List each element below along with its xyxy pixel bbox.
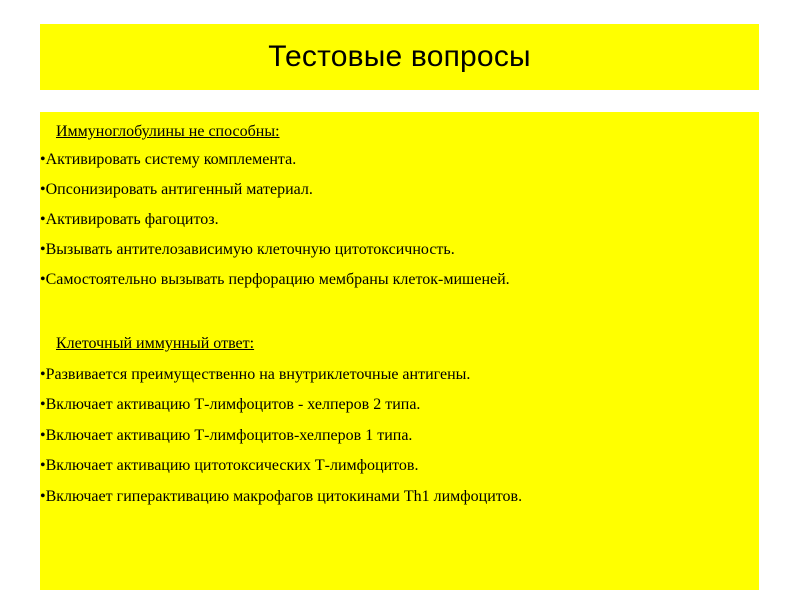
list-item-text: Активировать систему комплемента. <box>45 151 297 168</box>
bullet-icon: • <box>40 366 46 383</box>
bullet-icon: • <box>40 271 46 288</box>
list-item-text: Включает гиперактивацию макрофагов цитокинами Th1 лимфоцитов. <box>45 488 523 505</box>
title-box <box>40 24 759 90</box>
list-item-text: Опсонизировать антигенный материал. <box>45 181 313 198</box>
list-item <box>40 210 219 230</box>
bullet-icon: • <box>40 211 46 228</box>
list-item-text: Включает активацию Т-лимфоцитов - хелперов 2 типа. <box>45 396 421 413</box>
bullet-icon: • <box>40 396 46 413</box>
slide-title: Тестовые вопросы <box>268 40 531 73</box>
list-item <box>40 240 455 260</box>
list-item-text: Включает активацию Т-лимфоцитов-хелперов 1 типа. <box>45 427 413 444</box>
list-item <box>40 365 470 385</box>
list-item <box>40 270 510 290</box>
list-item <box>40 487 522 507</box>
bullet-icon: • <box>40 427 46 444</box>
bullet-icon: • <box>40 151 46 168</box>
content-box <box>40 112 759 590</box>
list-item <box>40 395 420 415</box>
list-item <box>40 456 418 476</box>
list-item-text: Активировать фагоцитоз. <box>45 211 219 228</box>
list-item-text: Вызывать антителозависимую клеточную цитотоксичность. <box>45 241 455 258</box>
list-item <box>40 180 313 200</box>
bullet-icon: • <box>40 241 46 258</box>
list-item-text: Включает активацию цитотоксических Т-лимфоцитов. <box>45 457 419 474</box>
bullet-icon: • <box>40 181 46 198</box>
bullet-icon: • <box>40 457 46 474</box>
section-heading-immunoglobulins: Иммуноглобулины не способны: <box>56 123 280 140</box>
list-item <box>40 150 296 170</box>
bullet-icon: • <box>40 488 46 505</box>
list-item <box>40 426 412 446</box>
list-item-text: Самостоятельно вызывать перфорацию мембраны клеток-мишеней. <box>45 271 510 288</box>
list-item-text: Развивается преимущественно на внутриклеточные антигены. <box>45 366 471 383</box>
section-heading-cellular-response: Клеточный иммунный ответ: <box>56 335 255 352</box>
